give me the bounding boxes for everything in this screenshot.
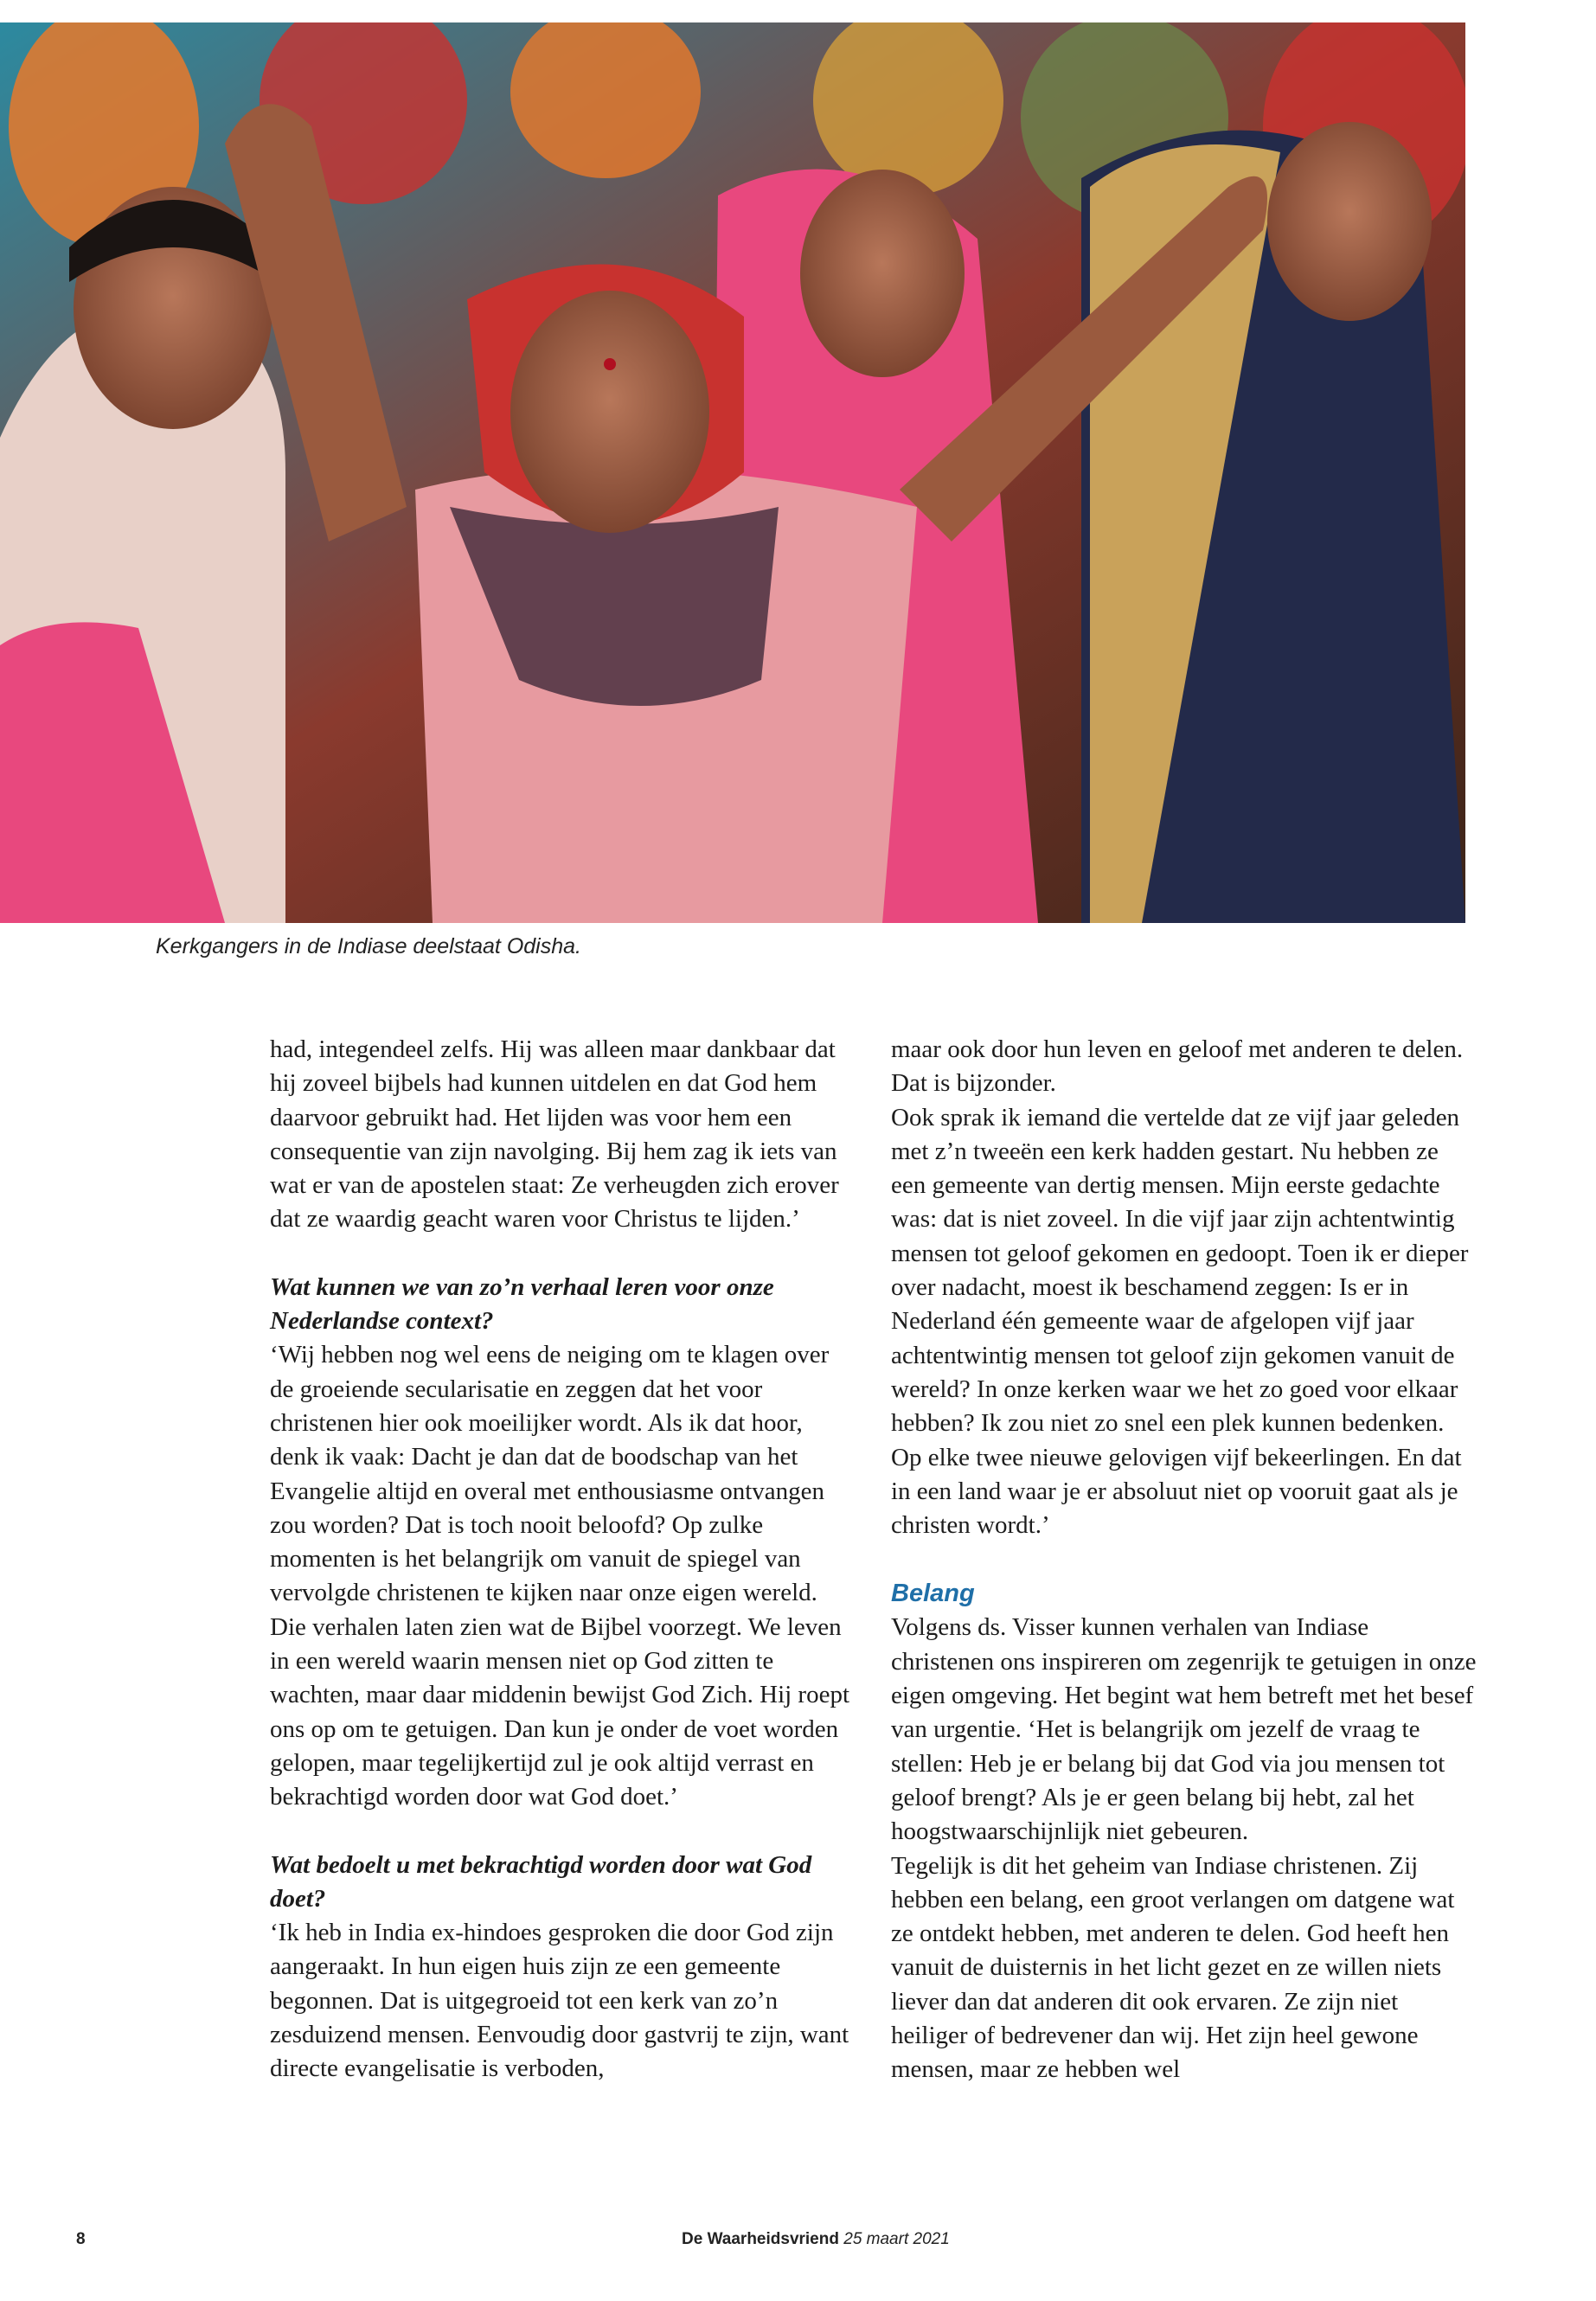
hero-photo — [0, 22, 1465, 923]
interview-question: Wat bedoelt u met bekrachtigd worden door wat God doet? — [270, 1850, 812, 1913]
article-column-right — [891, 1033, 1477, 2087]
paragraph: ‘Wij hebben nog wel eens de neiging om te klagen over de groeiende secularisatie en zeggen dat het voor christenen hier ook moeilijker wordt. Als ik dat hoor, denk ik vaak: Dacht je dan dat de boodschap van het Evangelie altijd en overal met enthousiasme ontvangen zou worden? Dat is toch nooit beloofd? Op zulke momenten is het belangrijk om vanuit de spiegel van vervolgde christenen te kijken naar onze eigen wereld. Die verhalen laten zien wat de Bijbel voorzegt. We leven in een wereld waarin mensen niet op God zitten te wachten, maar daar middenin bewijst God Zich. Hij roept ons op om te getuigen. Dan kun je onder de voet worden gelopen, maar tegelijkertijd zul je ook altijd verrast en bekrachtigd worden door wat God doet.’ — [270, 1341, 850, 1811]
magazine-name: De Waarheidsvriend — [682, 2230, 839, 2248]
footer-publication — [682, 2230, 950, 2249]
section-heading: Belang — [891, 1580, 975, 1608]
paragraph: maar ook door hun leven en geloof met anderen te delen. Dat is bijzonder. — [891, 1035, 1464, 1098]
page-number: 8 — [76, 2230, 86, 2248]
paragraph: had, integendeel zelfs. Hij was alleen maar dankbaar dat hij zoveel bijbels had kunnen uitdelen en dat God hem daarvoor gebruikt had. Het lijden was voor hem een consequentie van zijn navolging. Bij hem zag ik iets van wat er van de apostelen staat: Ze verheugden zich erover dat ze waardig geacht waren voor Christus te lijden.’ — [270, 1035, 839, 1234]
photo-caption: Kerkgangers in de Indiase deelstaat Odisha. — [156, 934, 581, 958]
paragraph: Ook sprak ik iemand die vertelde dat ze vijf jaar geleden met z’n tweeën een kerk hadden gestart. Nu hebben ze een gemeente van dertig mensen. Mijn eerste gedachte was: dat is niet zoveel. In die vijf jaar zijn achtentwintig mensen tot geloof gekomen en gedoopt. Toen ik er dieper over nadacht, moest ik beschamend zeggen: Is er in Nederland één gemeente waar de afgelopen vijf jaar achtentwintig mensen tot geloof zijn gekomen vanuit de wereld? In onze kerken waar we het zo goed voor elkaar hebben? Ik zou niet zo snel een plek kunnen bedenken. Op elke twee nieuwe gelovigen vijf bekeerlingen. En dat in een land waar je er absoluut niet op vooruit gaat als je christen wordt.’ — [891, 1103, 1469, 1540]
interview-question: Wat kunnen we van zo’n verhaal leren voor onze Nederlandse context? — [270, 1272, 774, 1336]
article-column-left — [270, 1033, 856, 2086]
paragraph: Volgens ds. Visser kunnen verhalen van Indiase christenen ons inspireren om zegenrijk te getuigen in onze eigen omgeving. Het begint wat hem betreft met het besef van urgentie. ‘Het is belangrijk om jezelf de vraag te stellen: Heb je er belang bij dat God via jou mensen tot geloof brengt? Als je er geen belang bij hebt, zal het hoogstwaarschijnlijk niet gebeuren. — [891, 1613, 1477, 1846]
issue-date: 25 maart 2021 — [843, 2230, 950, 2248]
paragraph: Tegelijk is dit het geheim van Indiase christenen. Zij hebben een belang, een groot verlangen om datgene wat ze ontdekt hebben, met anderen te delen. God heeft hen vanuit de duisternis in het licht gezet en ze willen niets liever dan dat anderen dit ook ervaren. Ze zijn niet heiliger of bedrevener dan wij. Het zijn heel gewone mensen, maar ze hebben wel — [891, 1851, 1455, 2084]
photo-illustration — [0, 22, 1465, 923]
paragraph: ‘Ik heb in India ex-hindoes gesproken die door God zijn aangeraakt. In hun eigen huis zijn ze een gemeente begonnen. Dat is uitgegroeid tot een kerk van zo’n zesduizend mensen. Eenvoudig door gastvrij te zijn, want directe evangelisatie is verboden, — [270, 1919, 849, 2083]
